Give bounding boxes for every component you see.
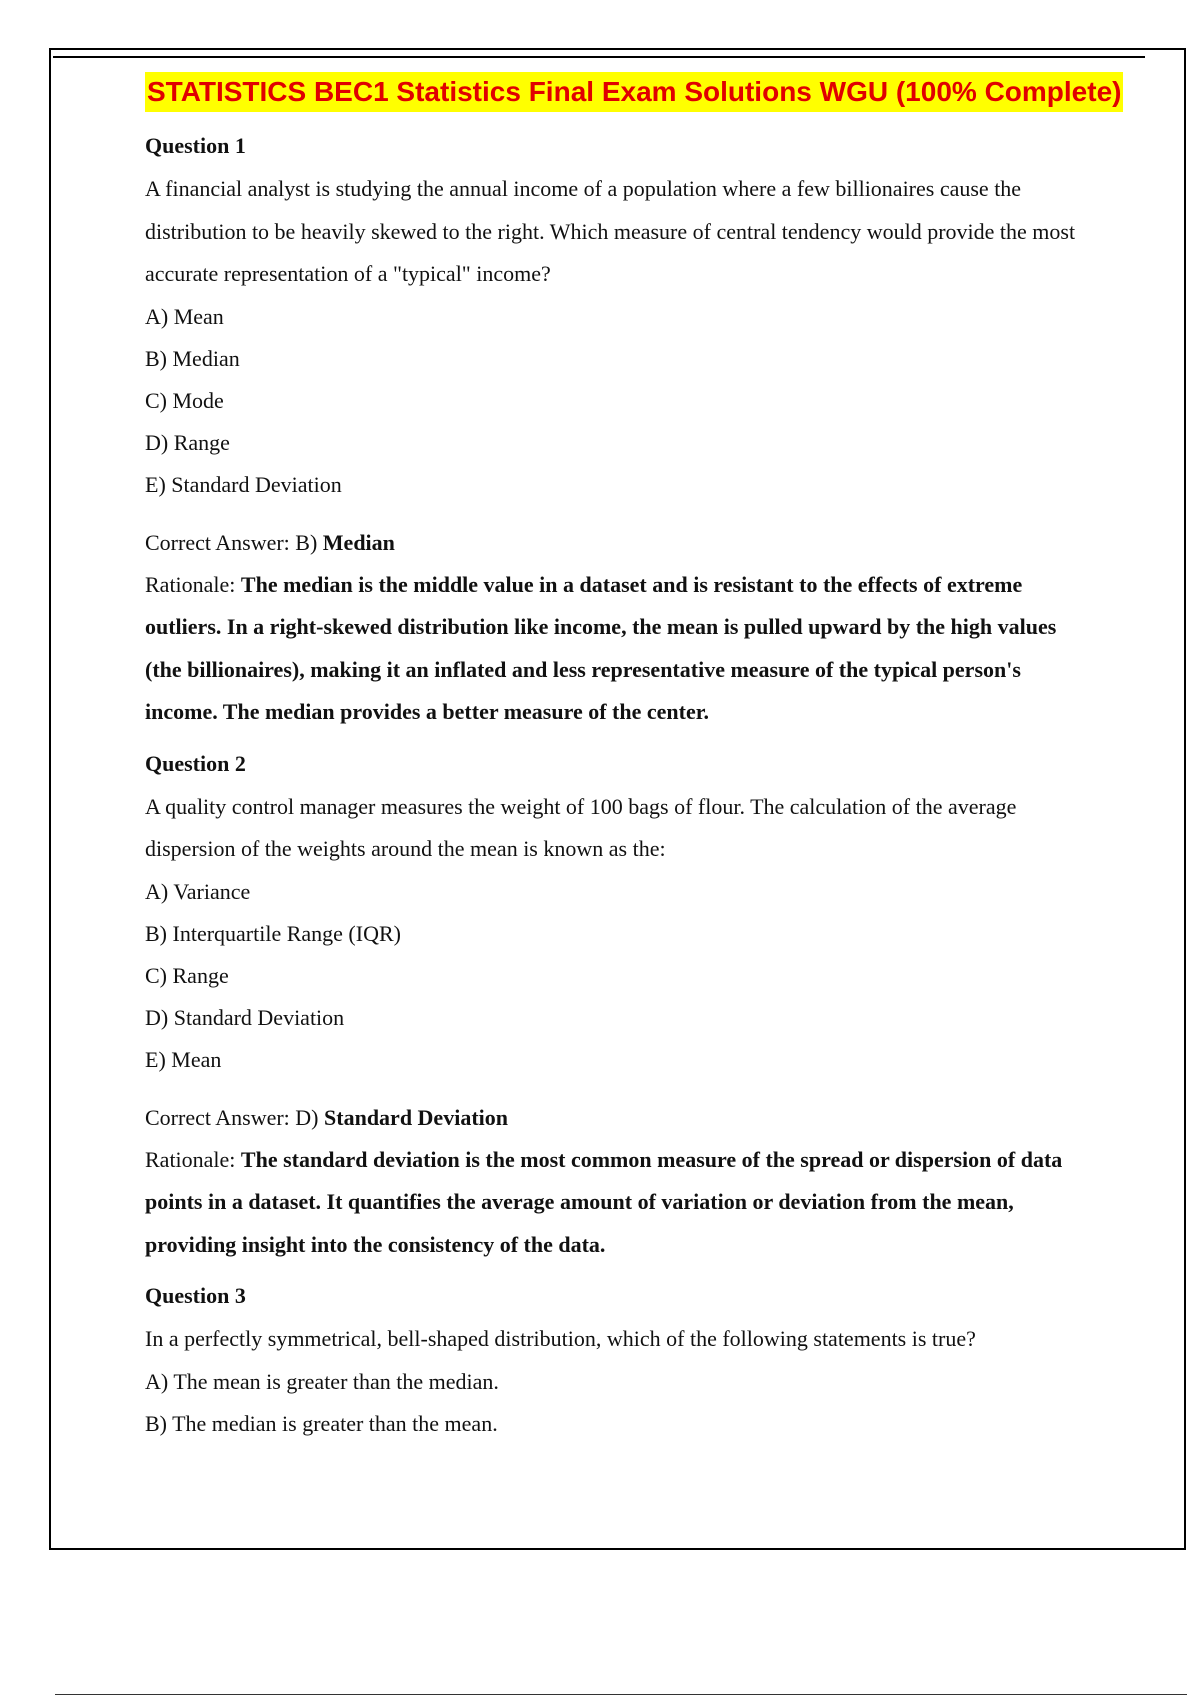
answer-label: Correct Answer: [145, 1104, 296, 1130]
question-spacer [145, 1266, 1085, 1280]
question-text: In a perfectly symmetrical, bell-shaped distribution, which of the following statements is true? [145, 1326, 976, 1351]
option-e: E) Standard Deviation [145, 471, 342, 497]
option-d: D) Range [145, 429, 230, 455]
question-text: A quality control manager measures the weight of 100 bags of flour. The calculation of the average dispersion of the weights around the mean is known as the: [145, 793, 1017, 861]
answer-label: Correct Answer: [145, 529, 296, 555]
question-spacer [145, 734, 1085, 748]
answer-letter: B) [295, 529, 323, 555]
frame-top-rule [53, 56, 1145, 58]
option-c: C) Mode [145, 387, 224, 413]
rationale [145, 564, 1085, 734]
correct-answer [145, 522, 1085, 564]
rationale-text: The median is the middle value in a dataset and is resistant to the effects of extreme outliers. In a right-skewed distribution like income, the mean is pulled upward by the high values (the billionaires), making it an inflated and less representative measure of the typical person's income. The median provides a better measure of the center. [145, 571, 1057, 724]
answer-value: Median [322, 529, 395, 555]
answer-options [145, 871, 1085, 1081]
answer-options [145, 1361, 1085, 1445]
question-heading: Question 2 [145, 750, 246, 776]
option-b: B) Interquartile Range (IQR) [145, 920, 401, 946]
question-2 [145, 748, 1085, 1267]
answer-letter: D) [295, 1104, 325, 1130]
question-1 [145, 130, 1085, 734]
question-heading: Question 3 [145, 1283, 246, 1308]
rationale-text: The standard deviation is the most common measure of the spread or dispersion of data points in a dataset. It quantifies the average amount of variation or deviation from the mean, providing insight into the consistency of the data. [145, 1146, 1063, 1257]
rationale-label: Rationale: [145, 1146, 241, 1172]
option-c: C) Range [145, 962, 229, 988]
answer-options [145, 296, 1085, 506]
option-d: D) Standard Deviation [145, 1004, 345, 1030]
question-heading: Question 1 [145, 133, 246, 158]
document-title: STATISTICS BEC1 Statistics Final Exam Solutions WGU (100% Complete) [145, 72, 1123, 112]
option-a: A) The mean is greater than the median. [145, 1368, 499, 1394]
correct-answer [145, 1097, 1085, 1139]
option-b: B) The median is greater than the mean. [145, 1410, 498, 1436]
page-bottom-rule [55, 1694, 1187, 1695]
rationale-label: Rationale: [145, 571, 241, 597]
question-3 [145, 1280, 1085, 1445]
option-b: B) Median [145, 345, 240, 371]
document-content [145, 72, 1122, 1445]
question-text: A financial analyst is studying the annual income of a population where a few billionaires cause the distribution to be heavily skewed to the right. Which measure of central tendency would provide the most accurate representation of a "typical" income? [145, 176, 1076, 286]
option-a: A) Variance [145, 878, 251, 904]
option-e: E) Mean [145, 1046, 222, 1072]
answer-value: Standard Deviation [324, 1104, 508, 1130]
option-a: A) Mean [145, 303, 224, 329]
rationale [145, 1139, 1085, 1267]
